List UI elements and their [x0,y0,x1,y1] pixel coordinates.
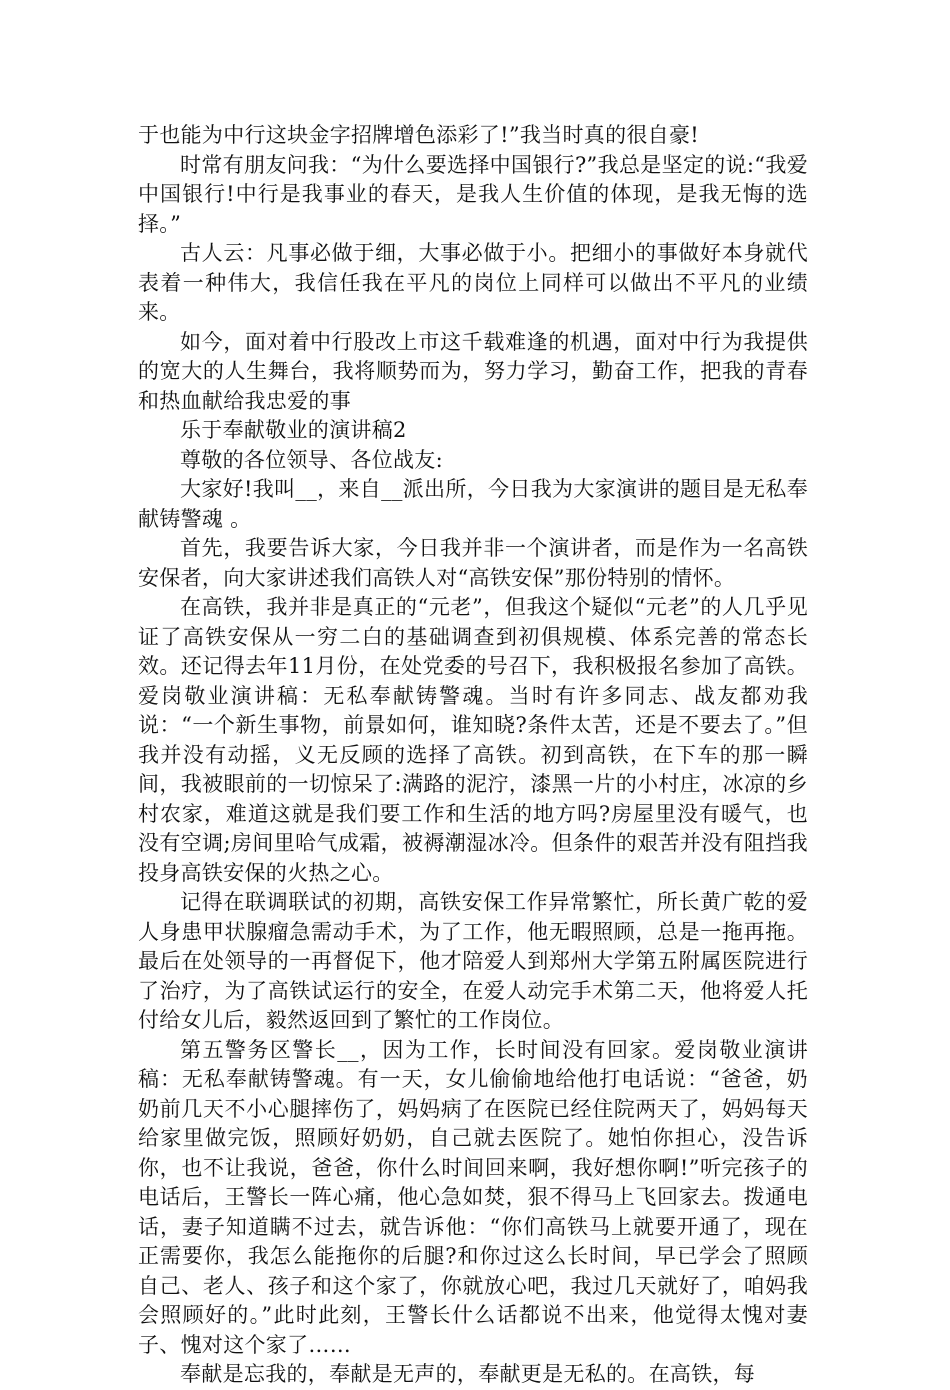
paragraph: 奉献是忘我的，奉献是无声的，奉献更是无私的。在高铁，每 [180,1362,756,1386]
paragraph: 如今，面对着中行股改上市这千载难逢的机遇，面对中行为我提供的宽大的人生舞台，我将顺势而为，努力学习，勤奋工作，把我的青春和热血献给我忠爱的事 [138,329,808,413]
salutation: 尊敬的各位领导、各位战友: [180,447,443,472]
paragraph: 第五警务区警长__，因为工作，长时间没有回家。爱岗敬业演讲稿：无私奉献铸警魂。有一天，女儿偷偷地给他打电话说：“爸爸，奶奶前几天不小心腿摔伤了，妈妈病了在医院已经住院两天了，妈妈每天给家里做完饭，照顾好奶奶，自己就去医院了。她怕你担心，没告诉你，也不让我说，爸爸，你什么时间回来啊，我好想你啊!”听完孩子的电话后，王警长一阵心痛，他心急如焚，狠不得马上飞回家去。拨通电话，妻子知道瞒不过去，就告诉他：“你们高铁马上就要开通了，现在正需要你，我怎么能拖你的后腿?和你过这么长时间，早已学会了照顾自己、老人、孩子和这个家了，你就放心吧，我过几天就好了，咱妈我会照顾好的。”此时此刻，王警长什么话都说不出来，他觉得太愧对妻子、愧对这个家了…… [138,1037,808,1357]
paragraph: 记得在联调联试的初期，高铁安保工作异常繁忙，所长黄广乾的爱人身患甲状腺瘤急需动手术，为了工作，他无暇照顾，总是一拖再拖。最后在处领导的一再督促下，他才陪爱人到郑州大学第五附属医院进行了治疗，为了高铁试运行的安全，在爱人动完手术第二天，他将爱人托付给女儿后，毅然返回到了繁忙的工作岗位。 [138,890,808,1032]
paragraph: 古人云：凡事必做于细，大事必做于小。把细小的事做好本身就代表着一种伟大，我信任我在平凡的岗位上同样可以做出不平凡的业绩来。 [138,241,808,324]
paragraph: 大家好!我叫__，来自__派出所，今日我为大家演讲的题目是无私奉献铸警魂 。 [138,477,808,531]
section-title: 乐于奉献敬业的演讲稿2 [180,418,407,442]
paragraph: 首先，我要告诉大家，今日我并非一个演讲者，而是作为一名高铁安保者，向大家讲述我们高铁人对“高铁安保”那份特别的情怀。 [138,536,808,590]
paragraph: 在高铁，我并非是真正的“元老”，但我这个疑似“元老”的人几乎见证了高铁安保从一穷二白的基础调查到初俱规模、体系完善的常态长效。还记得去年11月份，在处党委的号召下，我积极报名参加了高铁。爱岗敬业演讲稿：无私奉献铸警魂。当时有许多同志、战友都劝我说：“一个新生事物，前景如何，谁知晓?条件太苦，还是不要去了。”但我并没有动摇，义无反顾的选择了高铁。初到高铁，在下车的那一瞬间，我被眼前的一切惊呆了:满路的泥泞，漆黑一片的小村庄，冰凉的乡村农家，难道这就是我们要工作和生活的地方吗?房屋里没有暖气，也没有空调;房间里哈气成霜，被褥潮湿冰冷。但条件的艰苦并没有阻挡我投身高铁安保的火热之心。 [138,595,808,885]
document-body [138,121,808,1390]
paragraph: 于也能为中行这块金字招牌增色添彩了!”我当时真的很自豪! [138,123,700,147]
paragraph: 时常有朋友问我：“为什么要选择中国银行?”我总是坚定的说:“我爱中国银行!中行是我事业的春天，是我人生价值的体现，是我无悔的选择。” [138,152,808,236]
